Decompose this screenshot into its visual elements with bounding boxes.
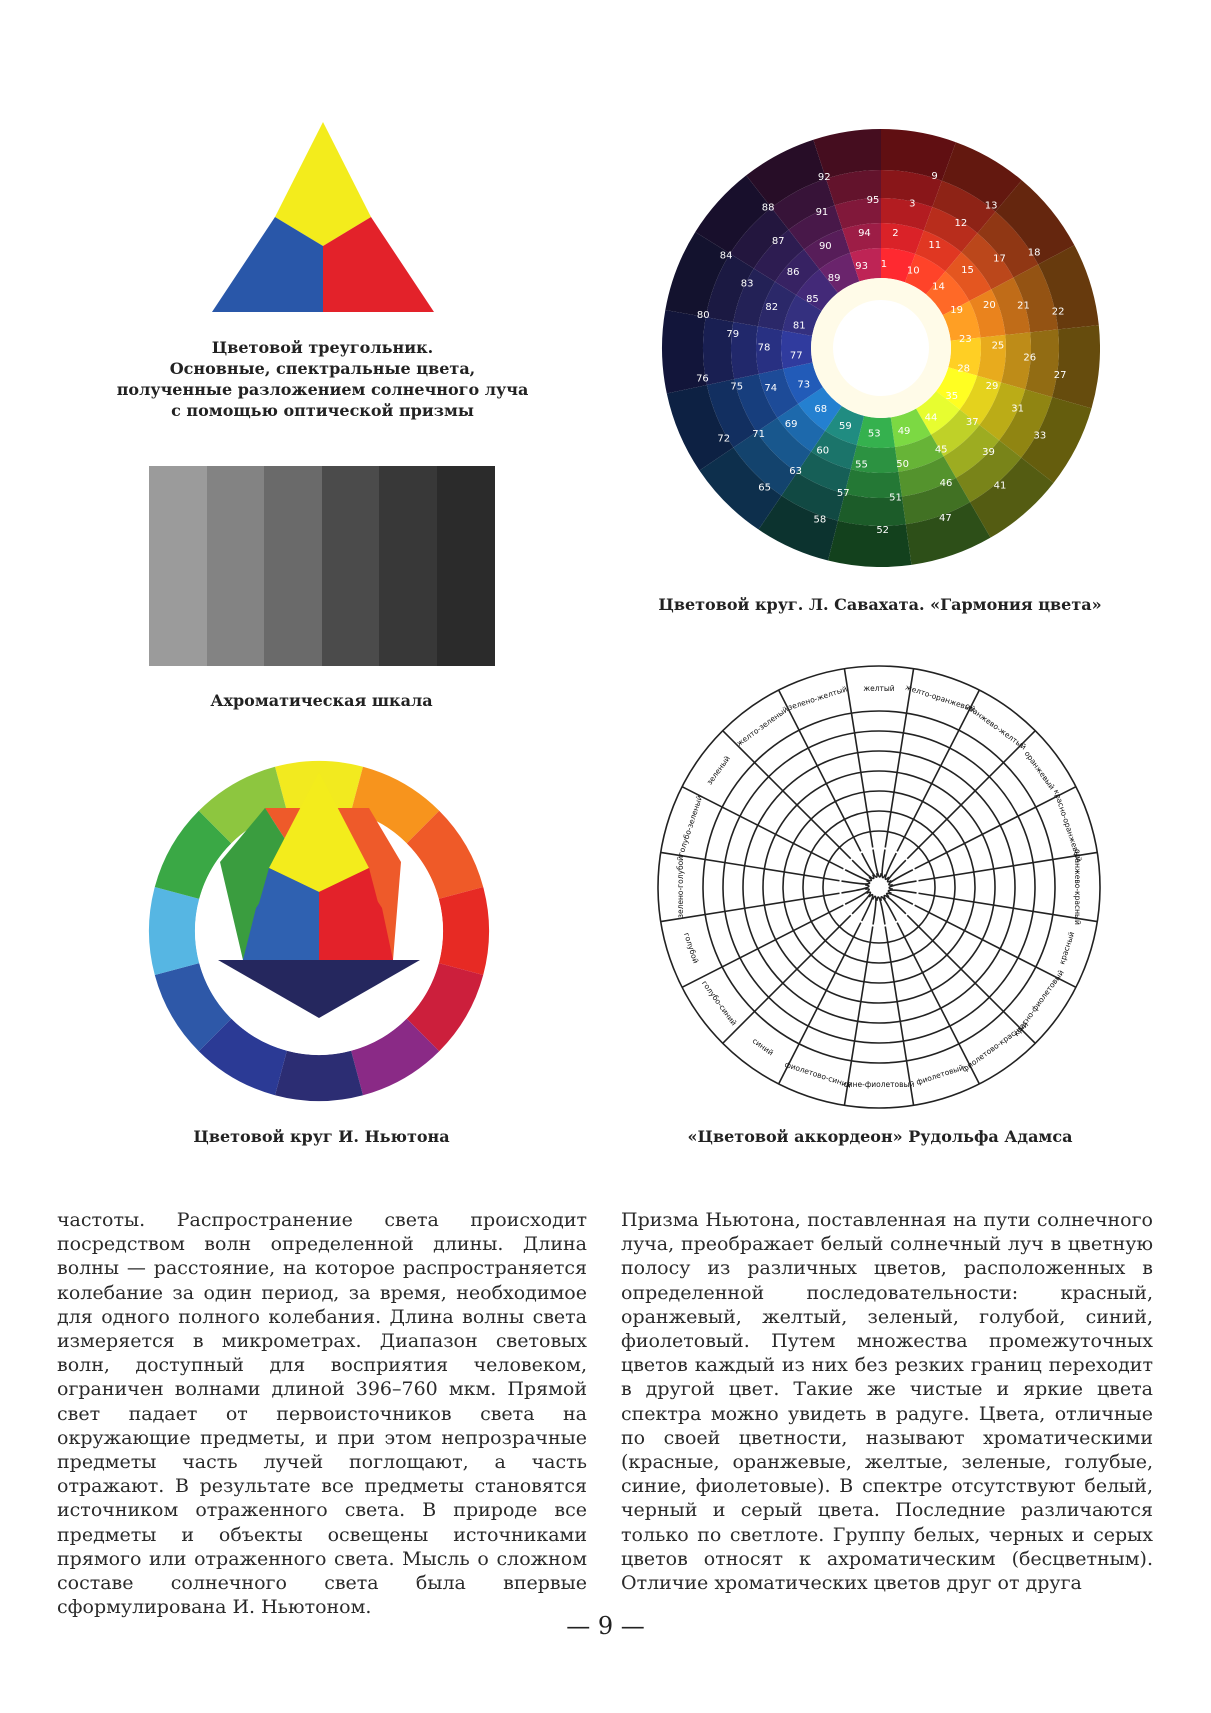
sawahata-number: 14 (932, 281, 945, 293)
gray-swatch (207, 466, 265, 666)
sawahata-number: 27 (1053, 370, 1067, 382)
newton-caption: Цветовой круг И. Ньютона (193, 1127, 450, 1146)
adams-segment-label: сине-фиолетовый (843, 1080, 915, 1089)
sawahata-number: 53 (867, 428, 881, 440)
adams-spoke (885, 927, 913, 1106)
gray-swatch (264, 466, 322, 666)
sawahata-number: 39 (982, 447, 995, 459)
sawahata-number: 55 (855, 459, 868, 471)
adams-segment-label: фиолетово-синий (783, 1059, 853, 1090)
sawahata-number: 47 (938, 513, 952, 525)
adams-segment-label: оранжево-желтый (963, 701, 1028, 752)
sawahata-number: 51 (889, 492, 902, 504)
adams-segment-label: оранжевый (1022, 749, 1057, 792)
adams-segment-label: голубо-зеленый (676, 794, 705, 858)
adams-segment-label: красно-фиолетовый (1011, 968, 1066, 1038)
sawahata-center-inner (833, 300, 929, 396)
adams-center-curve (888, 890, 916, 893)
gray-swatch (149, 466, 207, 666)
adams-spoke (661, 852, 840, 880)
sawahata-number: 41 (993, 480, 1007, 492)
sawahata-cell (1052, 325, 1100, 408)
sawahata-number: 75 (730, 381, 744, 393)
left-text-column: частоты. Распространение света происходит посредством волн определенной длины. Длина волны — расстояние, на которое распространяется колебание за один период, за время, необходимое для одного полного колебания. Длина волны света измеряется в микрометрах. Диапазон световых волн, доступный для восприятия человеком, ограничен волнами длиной 396–760 мкм. Прямой свет падает от первоисточников света на окружающие предметы, и при этом непрозрачные предметы часть лучей поглощают, а часть отражают. В результате все предметы становятся источником отраженного света. В природе все предметы и объекты освещены источниками прямого или отраженного света. Мысль о сложном составе солнечного света была впервые сформулирована И. Ньютоном. (57, 1209, 587, 1619)
sawahata-number: 12 (954, 218, 968, 230)
adams-spoke (661, 893, 840, 921)
sawahata-number: 13 (984, 200, 998, 212)
newton-color-circle (148, 760, 490, 1102)
gray-swatch (322, 466, 380, 666)
adams-segment-label: желто-зеленый (734, 704, 790, 749)
sawahata-number: 93 (855, 261, 868, 273)
sawahata-number: 90 (818, 241, 832, 253)
sawahata-number: 9 (931, 171, 938, 183)
newton-ring-segment (149, 887, 199, 975)
sawahata-number: 21 (1017, 300, 1030, 312)
sawahata-cell (828, 521, 911, 567)
sawahata-number: 76 (696, 373, 709, 385)
sawahata-number: 44 (924, 412, 938, 424)
sawahata-number: 65 (758, 482, 771, 494)
sawahata-number: 88 (761, 202, 775, 214)
adams-spoke (844, 927, 872, 1106)
sawahata-number: 86 (786, 266, 800, 278)
sawahata-number: 69 (784, 418, 798, 430)
sawahata-number: 28 (957, 363, 971, 375)
adams-center-curve (841, 881, 869, 884)
adams-center-curve (877, 897, 885, 924)
sawahata-number: 78 (757, 342, 771, 354)
sawahata-number: 68 (814, 404, 828, 416)
sawahata-number: 3 (909, 198, 916, 210)
right-text-column: Призма Ньютона, поставленная на пути солнечного луча, преображает белый солнечный луч в цветную полосу из различных цветов, расположенных в определенной последовательности: красный, оранжевый, желтый, зеленый, голубой, синий, фиолетовый. Путем множества промежуточных цветов каждый из них без резких границ переходит в другой цвет. Такие же чистые и яркие цвета спектра можно увидеть в радуге. Цвета, отличные по своей цветности, называют хроматическими (красные, оранжевые, желтые, зеленые, голубые, синие, фиолетовые). В спектре отсутствуют белый, черный и серый цвета. Последние различаются только по светлоте. Группу белых, черных и серых цветов относят к ахроматическим (бесцветным). Отличие хроматических цветов друг от друга (621, 1209, 1153, 1595)
sawahata-number: 20 (983, 300, 996, 312)
sawahata-number: 91 (815, 207, 829, 219)
sawahata-number: 25 (991, 340, 1005, 352)
sawahata-number: 58 (813, 514, 827, 526)
sawahata-number: 63 (789, 466, 802, 478)
adams-spoke (885, 669, 913, 848)
adams-grid (658, 666, 1100, 1108)
gray-swatch (437, 466, 495, 666)
adams-segment-label: фиолетово-красный (960, 1019, 1030, 1074)
sawahata-caption: Цветовой круг. Л. Савахата. «Гармония цвета» (658, 595, 1102, 614)
sawahata-wheel (662, 129, 1100, 567)
achromatic-caption: Ахроматическая шкала (210, 691, 433, 710)
sawahata-number: 17 (993, 253, 1006, 265)
triangle-caption-line: полученные разложением солнечного луча (116, 380, 529, 399)
triangle-caption (100, 337, 545, 421)
sawahata-number: 79 (726, 328, 740, 340)
sawahata-number: 84 (719, 250, 733, 262)
adams-spoke (919, 852, 1098, 880)
triangle-caption-line: Основные, спектральные цвета, (169, 359, 476, 378)
sawahata-number: 18 (1027, 247, 1041, 259)
adams-segment-label: зелено-желтый (787, 684, 849, 713)
sawahata-number: 94 (858, 228, 871, 240)
sawahata-number: 22 (1051, 306, 1065, 318)
adams-segment-label: оранжево-красный (1073, 849, 1082, 925)
sawahata-number: 31 (1011, 403, 1024, 415)
sawahata-number: 33 (1033, 430, 1047, 442)
sawahata-number: 35 (945, 391, 959, 403)
sawahata-number: 73 (797, 379, 811, 391)
sawahata-number: 87 (771, 236, 785, 248)
sawahata-number: 85 (806, 293, 819, 305)
newton-ring-segment (439, 887, 489, 975)
adams-segment-label: красно-оранжевый (1051, 788, 1084, 864)
sawahata-number: 1 (880, 259, 888, 271)
adams-caption: «Цветовой аккордеон» Рудольфа Адамса (687, 1127, 1073, 1146)
adams-center-curve (889, 881, 916, 889)
adams-color-accordion (656, 664, 1102, 1110)
sawahata-number: 49 (897, 425, 911, 437)
adams-spoke (844, 669, 872, 848)
sawahata-number: 89 (827, 273, 841, 285)
adams-segment-label: фиолетовый (915, 1062, 965, 1087)
triangle-caption-line: с помощью оптической призмы (171, 401, 474, 420)
adams-segment-label: голубой (681, 931, 701, 965)
sawahata-number: 2 (892, 227, 899, 239)
adams-center-curve (841, 885, 868, 893)
sawahata-number: 23 (959, 333, 972, 345)
adams-segment-label: зелено-голубой (676, 855, 685, 919)
adams-center-curve (882, 849, 885, 877)
sawahata-number: 46 (939, 478, 953, 490)
sawahata-number: 71 (752, 428, 765, 440)
sawahata-number: 72 (717, 433, 731, 445)
sawahata-number: 15 (961, 265, 974, 277)
sawahata-number: 82 (765, 302, 779, 314)
sawahata-number: 83 (740, 278, 754, 290)
adams-center-curve (873, 896, 876, 924)
sawahata-number: 77 (789, 350, 803, 362)
newton-ring-segment (275, 1051, 363, 1101)
sawahata-number: 50 (896, 458, 910, 470)
sawahata-number: 45 (934, 444, 948, 456)
sawahata-number: 19 (950, 305, 963, 317)
triangle-caption-line: Цветовой треугольник. (211, 338, 434, 357)
adams-center-curve (873, 849, 881, 876)
sawahata-number: 60 (816, 445, 830, 457)
sawahata-number: 29 (985, 381, 999, 393)
sawahata-number: 37 (965, 417, 979, 429)
page-number: — 9 — (566, 1612, 645, 1640)
sawahata-number: 26 (1023, 352, 1037, 364)
adams-segment-label: желто-оранжевый (904, 682, 977, 714)
adams-spoke (919, 893, 1098, 921)
sawahata-color-circle (660, 122, 1102, 574)
sawahata-number: 11 (928, 240, 942, 252)
adams-segment-label: зеленый (704, 754, 732, 787)
sawahata-number: 52 (876, 524, 890, 536)
gray-swatch (379, 466, 437, 666)
adams-segment-label: голубо-синий (699, 978, 739, 1028)
color-triangle-figure (212, 122, 434, 318)
sawahata-number: 92 (817, 172, 831, 184)
sawahata-number: 81 (792, 320, 806, 332)
adams-segment-label: красный (1057, 930, 1077, 966)
sawahata-number: 10 (906, 265, 920, 277)
sawahata-number: 80 (696, 309, 710, 321)
sawahata-number: 59 (838, 421, 852, 433)
adams-segment-label: синий (750, 1036, 776, 1058)
sawahata-number: 57 (836, 488, 850, 500)
sawahata-number: 95 (866, 195, 880, 207)
sawahata-number: 74 (764, 383, 778, 395)
achromatic-scale (149, 466, 494, 666)
adams-segment-label: желтый (863, 684, 895, 693)
